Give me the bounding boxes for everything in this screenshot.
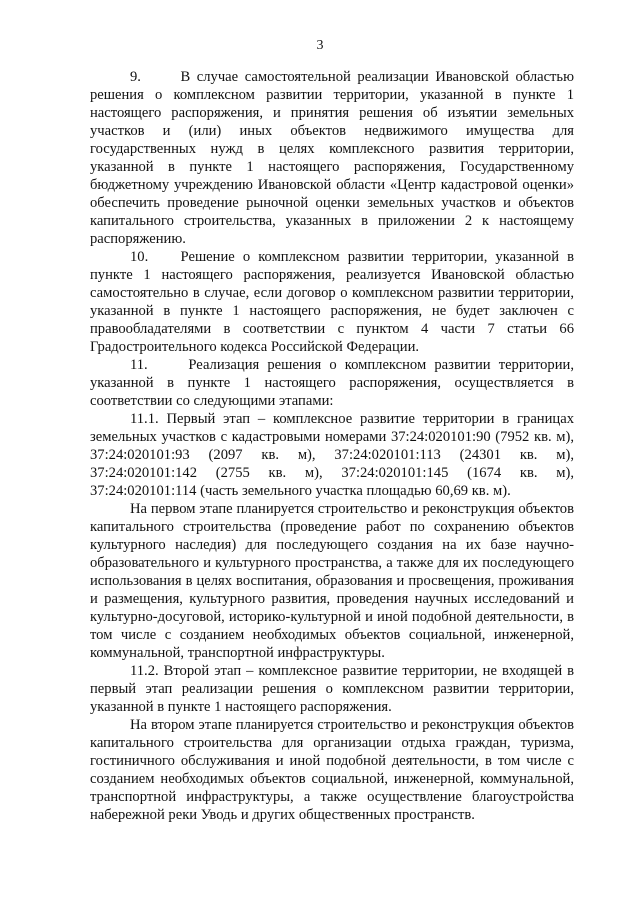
paragraph-11-1: 11.1. Первый этап – комплексное развитие территории в границах земельных участков с кадастровыми номерами 37:24:020101:90 (7952 кв. м), 37:24:020101:93 (2097 кв. м), 37:24:020101:113 (24301 кв. м), 37:24:020101:142 (2755 кв. м), 37:24:020101:145 (1674 кв. м), 37:24:020101:114 (часть земельного участка площадью 60,69 кв. м). (90, 411, 574, 499)
page-number: 3 (316, 38, 324, 53)
paragraph-10: 10. Решение о комплексном развитии территории, указанной в пункте 1 настоящего распоряжения, реализуется Ивановской областью самостоятельно в случае, если договор о комплексном развитии территории, указанной в пункте 1 настоящего распоряжения, не будет заключен с правообладателями в соответствии с пунктом 4 части 7 статьи 66 Градостроительного кодекса Российской Федерации. (90, 249, 574, 355)
document-body (90, 68, 574, 824)
paragraph-stage-2-description: На втором этапе планируется строительство и реконструкция объектов капитального строительства для организации отдыха граждан, туризма, гостиничного обслуживания и иной подобной деятельности, в том числе с созданием необходимых объектов социальной, инженерной, коммунальной, транспортной инфраструктуры, а также осуществление благоустройства набережной реки Уводь и других общественных пространств. (90, 717, 574, 823)
paragraph-11: 11. Реализация решения о комплексном развитии территории, указанной в пункте 1 настоящего распоряжения, осуществляется в соответствии со следующими этапами: (90, 357, 574, 409)
paragraph-9: 9. В случае самостоятельной реализации Ивановской областью решения о комплексном развитии территории, указанной в пункте 1 настоящего распоряжения, и принятия решения об изъятии земельных участков и (или) иных объектов недвижимого имущества для государственных нужд в целях комплексного развития территории, указанной в пункте 1 настоящего распоряжения, Государственному бюджетному учреждению Ивановской области «Центр кадастровой оценки» обеспечить проведение рыночной оценки земельных участков и объектов капитального строительства, указанных в приложении 2 к настоящему распоряжению. (90, 69, 574, 247)
paragraph-stage-1-description: На первом этапе планируется строительство и реконструкция объектов капитального строительства (проведение работ по сохранению объектов культурного наследия) для последующего создания на их базе научно-образовательного и культурного пространства, а также для их последующего использования в целях воспитания, образования и просвещения, проживания и размещения, культурного развития, проведения научных исследований и культурно-досуговой, историко-культурной и иной подобной деятельности, в том числе с созданием необходимых объектов социальной, инженерной, коммунальной, транспортной инфраструктуры. (90, 501, 574, 661)
paragraph-11-2: 11.2. Второй этап – комплексное развитие территории, не входящей в первый этап реализации решения о комплексном развитии территории, указанной в пункте 1 настоящего распоряжения. (90, 663, 574, 715)
